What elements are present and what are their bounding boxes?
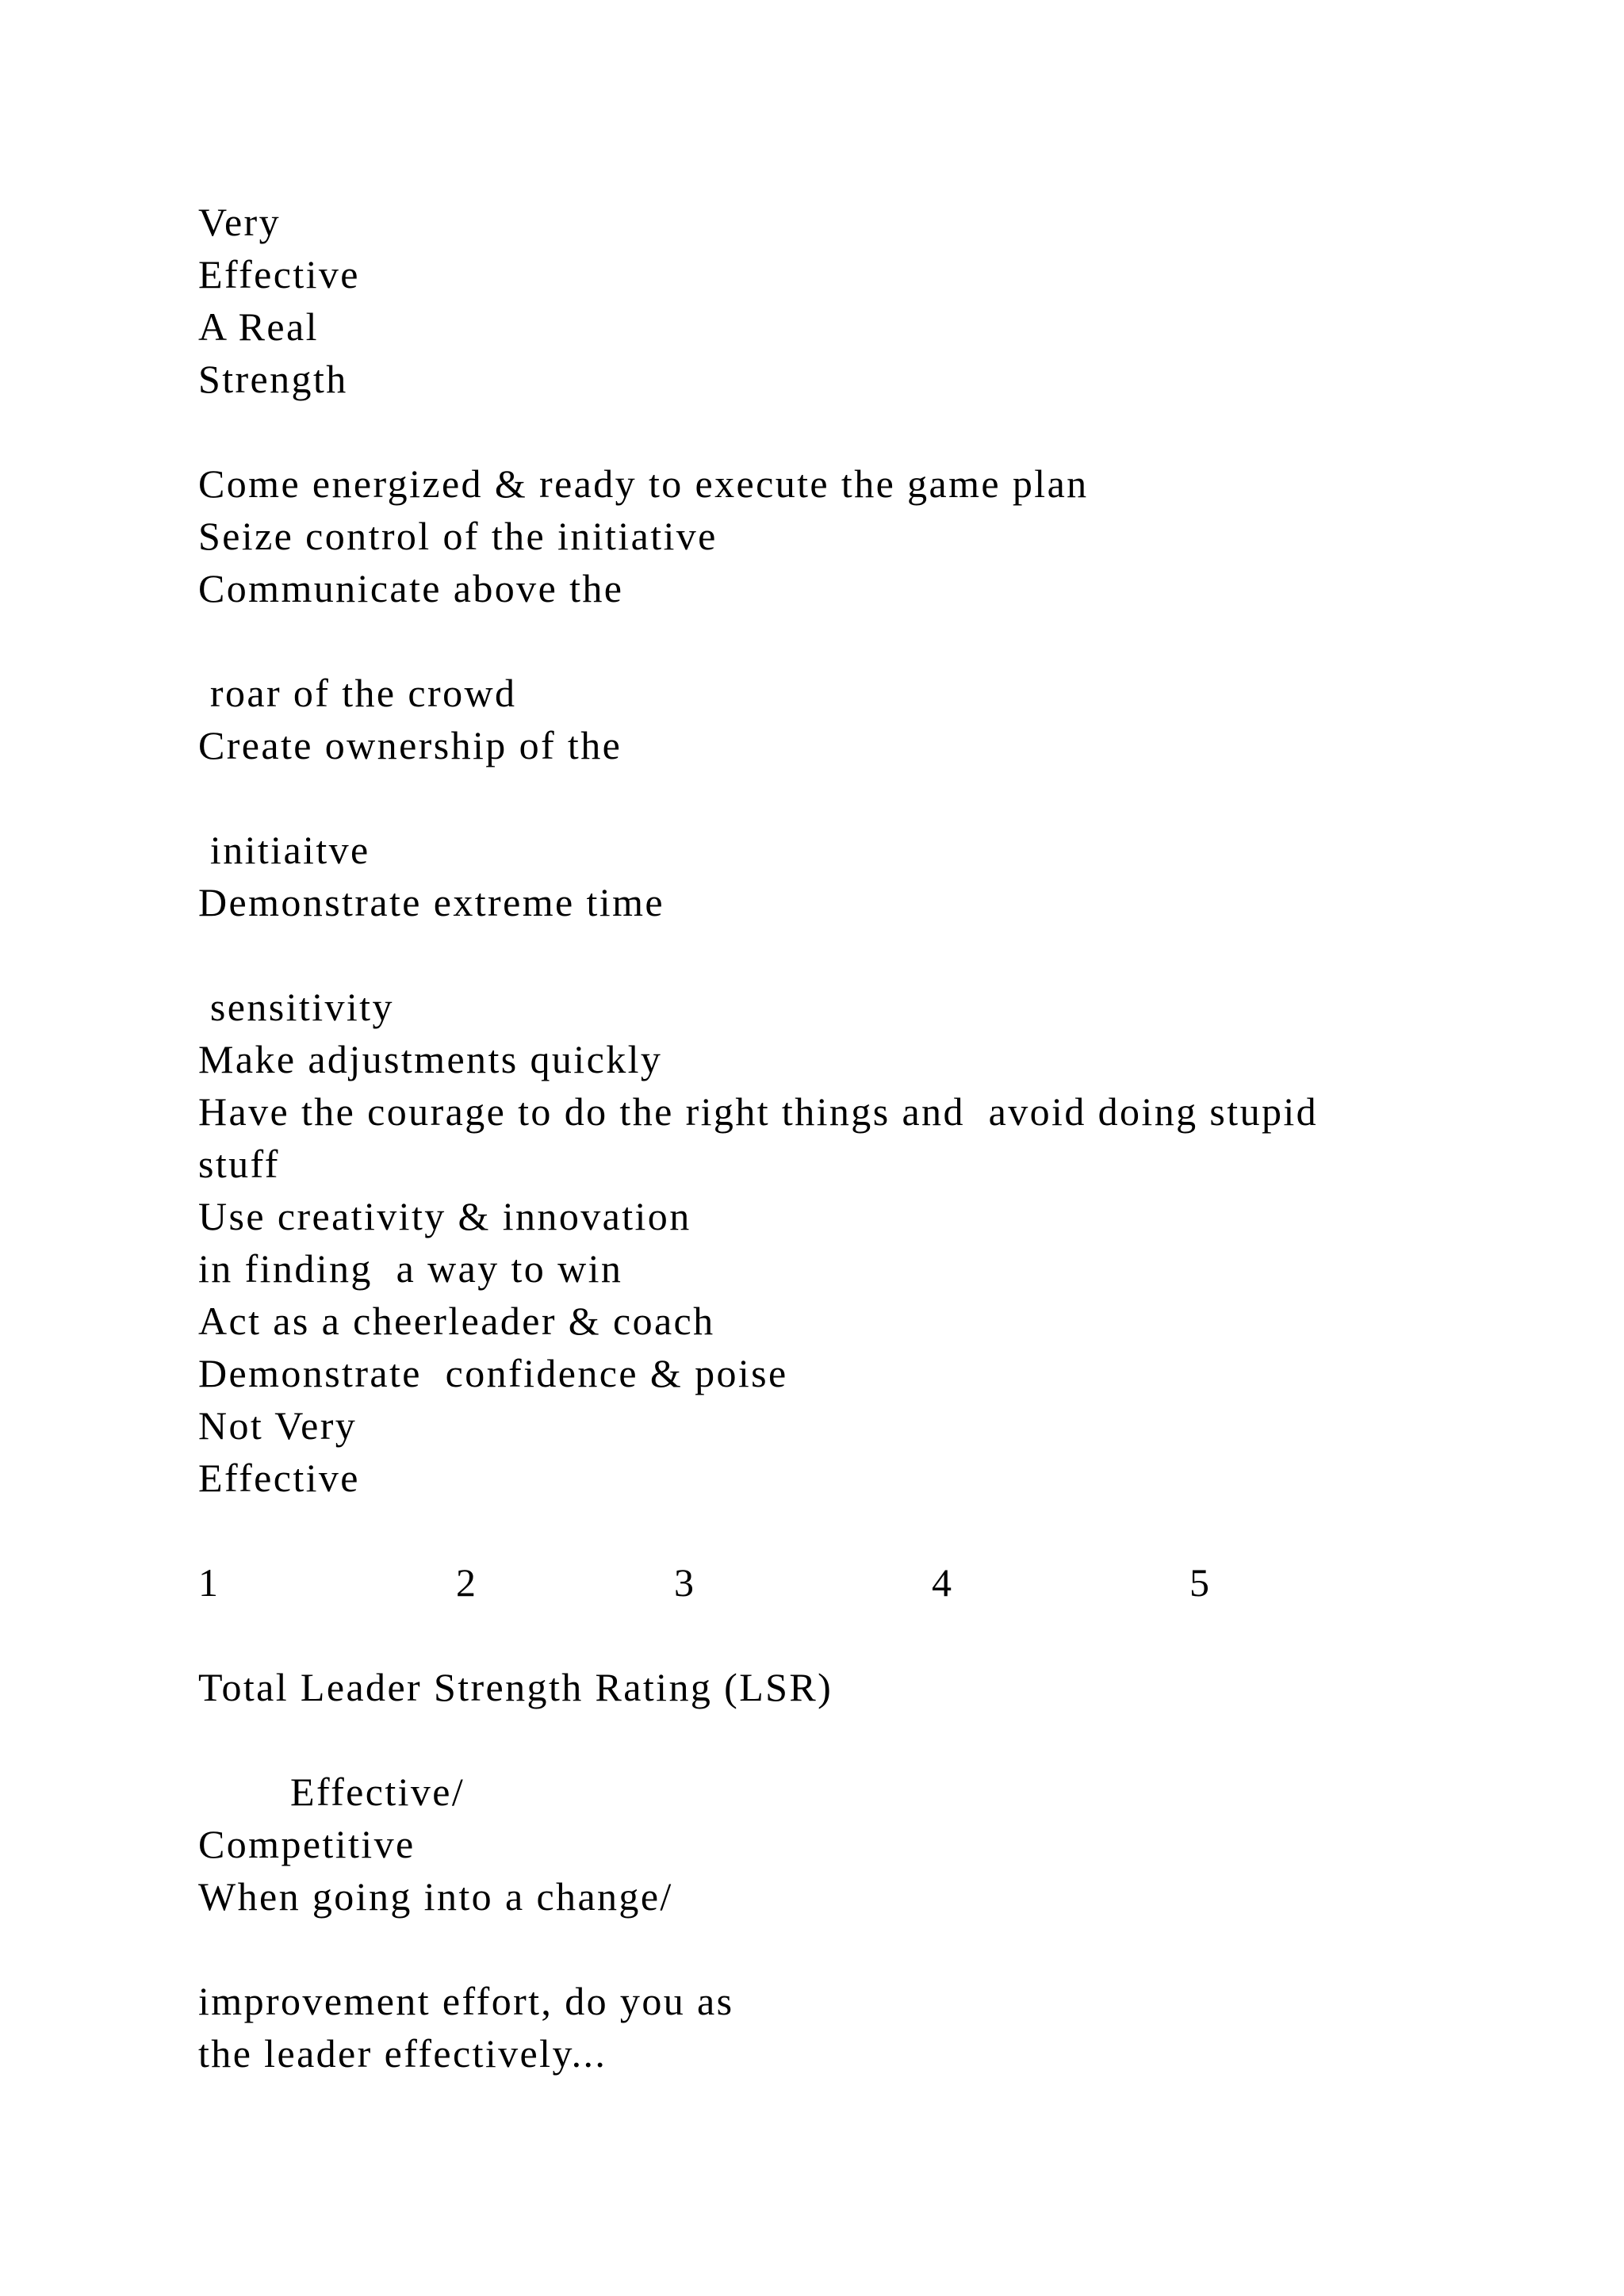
item-demonstrate-confidence: Demonstrate confidence & poise	[198, 1351, 788, 1395]
scale-4: 4	[932, 1560, 952, 1605]
item-communicate: Communicate above the	[198, 566, 624, 610]
item-come-energized: Come energized & ready to execute the game plan	[198, 461, 1089, 506]
item-demonstrate-time-cont: sensitivity	[198, 985, 394, 1029]
item-have-courage-cont: stuff	[198, 1142, 280, 1186]
item-demonstrate-time: Demonstrate extreme time	[198, 880, 665, 924]
label-competitive: Competitive	[198, 1822, 416, 1866]
label-strength: Strength	[198, 357, 348, 401]
item-use-creativity: Use creativity & innovation	[198, 1194, 691, 1238]
item-communicate-cont: roar of the crowd	[198, 671, 517, 715]
item-create-ownership-cont: initiaitve	[198, 828, 370, 872]
label-not-very-effective: Effective	[198, 1456, 360, 1500]
prompt-line-1: When going into a change/	[198, 1874, 673, 1919]
item-act-cheerleader: Act as a cheerleader & coach	[198, 1299, 715, 1343]
label-a-real: A Real	[198, 304, 319, 349]
scale-1: 1	[198, 1560, 218, 1605]
scale-2: 2	[456, 1560, 476, 1605]
prompt-line-3: the leader effectively...	[198, 2031, 607, 2076]
prompt-line-2: improvement effort, do you as	[198, 1979, 734, 2023]
item-have-courage: Have the courage to do the right things and avoid doing stupid	[198, 1089, 1319, 1134]
label-very: Very	[198, 200, 282, 244]
label-effective-slash: Effective/	[290, 1770, 465, 1814]
item-make-adjustments: Make adjustments quickly	[198, 1037, 663, 1081]
scale-5: 5	[1189, 1560, 1209, 1605]
label-not-very: Not Very	[198, 1403, 358, 1448]
item-use-creativity-cont: in finding a way to win	[198, 1246, 623, 1291]
label-effective: Effective	[198, 252, 360, 297]
scale-3: 3	[674, 1560, 694, 1605]
total-lsr-label: Total Leader Strength Rating (LSR)	[198, 1665, 833, 1709]
item-create-ownership: Create ownership of the	[198, 723, 622, 767]
item-seize-control: Seize control of the initiative	[198, 514, 718, 558]
